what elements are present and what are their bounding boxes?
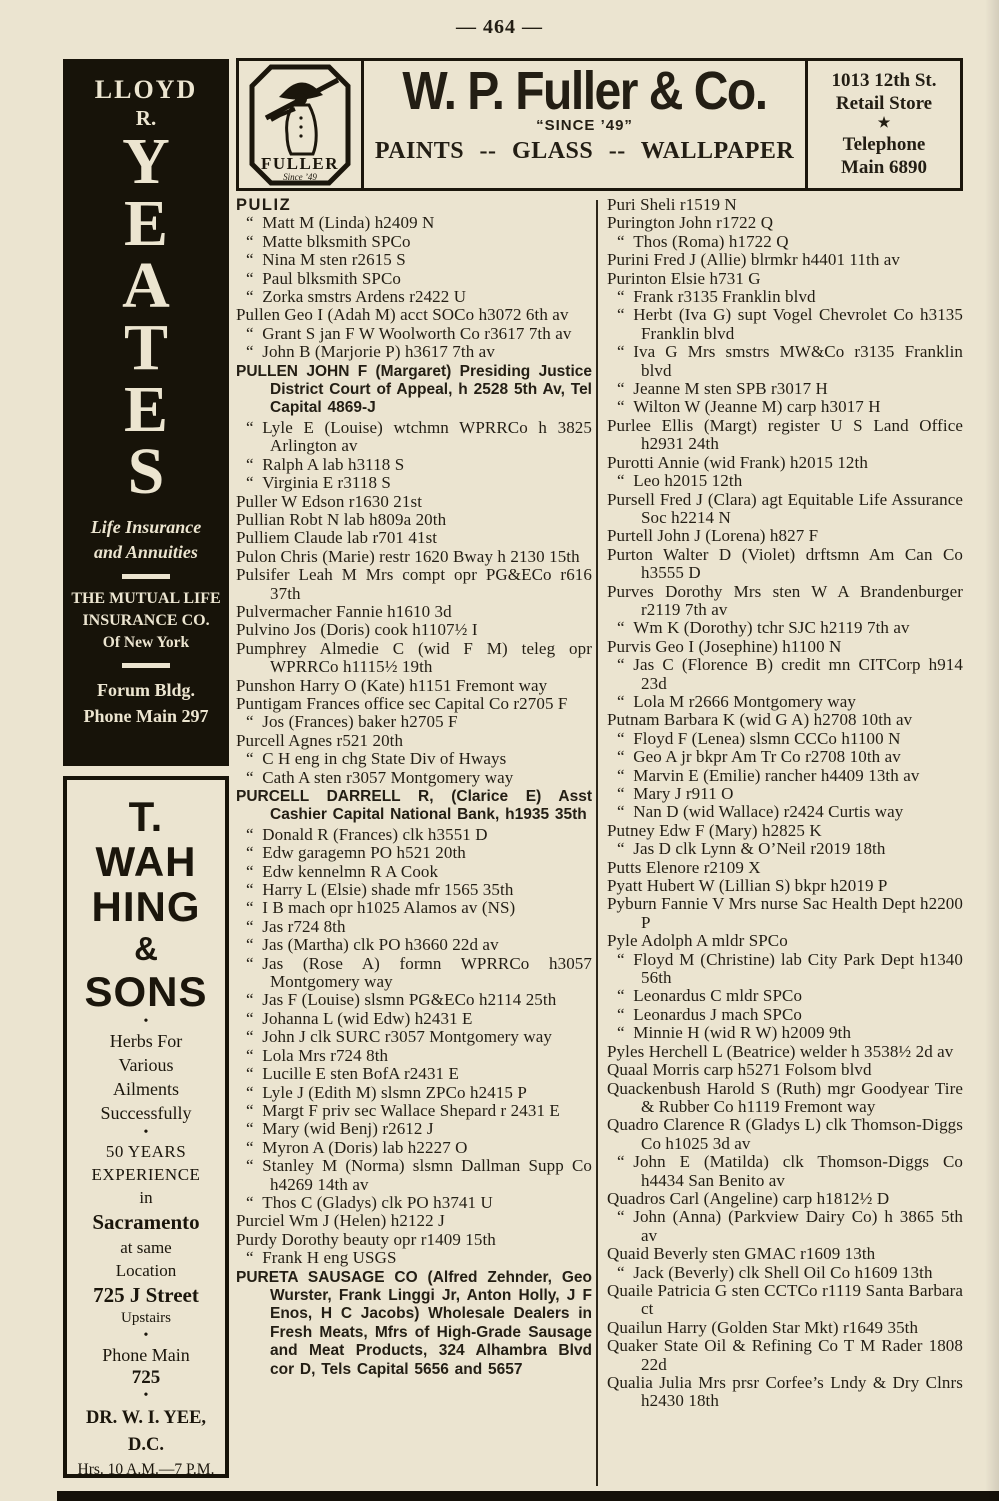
ad-line: Y [122,125,170,198]
directory-entry: “ Jeanne M sten SPB r3017 H [617,379,828,399]
ad-line: Telephone [842,134,926,155]
directory-entry: “ Geo A jr bkpr Am Tr Co r2708 10th av [617,747,901,767]
directory-entry: “ Jas F (Louise) slsmn PG&ECo h2114 25th [246,990,557,1010]
ad-line: 50 YEARS [105,1142,187,1161]
ad-line: EXPERIENCE [91,1165,201,1184]
ad-line: 1013 12th St. [831,70,937,91]
directory-entry: “ Iva G Mrs smstrs MW&Co r3135 Franklin blvd [617,342,963,380]
directory-entry: “ Wm K (Dorothy) tchr SJC h2119 7th av [617,618,910,638]
page-edge-shadow [985,0,999,1501]
ad-line [122,663,170,668]
ad-line: LLOYD [94,75,198,104]
ad-line: DR. W. I. YEE, D.C. [85,1408,207,1455]
directory-entry: Quaal Morris carp h5271 Folsom blvd [607,1060,872,1080]
ad-line: Retail Store [835,93,933,114]
ad-line: • [143,1328,149,1343]
ad-line: R. [135,106,157,130]
directory-entry: “ Jos (Frances) baker h2705 F [246,712,458,732]
directory-entry: Purotti Annie (wid Frank) h2015 12th [607,452,868,472]
directory-entry: Quaile Patricia G sten CCTCo r1119 Santa Barbara ct [607,1280,963,1319]
ad-line: INSURANCE CO. [82,612,210,629]
fuller-company-name: W. P. Fuller & Co. [402,62,767,122]
directory-entry: “ Leo h2015 12th [617,471,743,491]
ad-line: Sacramento [92,1210,200,1234]
directory-entry: PURCELL DARRELL R, (Clarice E) Asst Cashier Capital National Bank, h1935 35th [236,788,592,824]
directory-entry: “ Harry L (Elsie) shade mfr 1565 35th [246,880,514,900]
yeates-ad-details [63,515,229,729]
ad-line: WAH [95,838,197,885]
directory-entry: “ Johanna L (wid Edw) h2431 E [246,1008,473,1028]
ad-line: Various [118,1055,174,1075]
directory-entry: Purinton Elsie h731 G [607,268,761,288]
directory-entry: Punshon Harry O (Kate) h1151 Fremont way [236,675,548,695]
directory-entry: “ Margt F priv sec Wallace Shepard r 2431 E [246,1100,560,1120]
directory-entry: “ Mary J r911 O [617,784,734,803]
ad-line: and Annuities [94,542,198,562]
directory-entry: Putney Edw F (Mary) h2825 K [607,820,822,840]
directory-entry: Pullen Geo I (Adah M) acct SOCo h3072 6th av [236,305,569,325]
directory-entry: Quackenbush Harold S (Ruth) mgr Goodyear Tire & Rubber Co h1119 Fremont way [607,1078,963,1116]
directory-entry: “ Paul blksmith SPCo [246,268,402,288]
ad-line: Forum Bldg. [96,680,195,700]
ad-line: E [123,373,169,446]
directory-entry: “ Edw kennelmn R A Cook [246,861,439,881]
directory-entry: “ Nina M sten r2615 S [246,250,406,270]
ad-line: E [123,187,169,260]
directory-entry: “ Lyle J (Edith M) slsmn ZPCo h2415 P [246,1082,527,1102]
directory-entry: Purton Walter D (Violet) drftsmn Am Can Co h3555 D [607,544,963,583]
directory-entry: “ Minnie H (wid R W) h2009 9th [617,1023,852,1043]
yeates-vertical-letters [63,125,229,508]
ad-line: ★ [877,116,891,131]
directory-entry: “ Ralph A lab h3118 S [246,454,405,474]
fuller-logo-word: FULLER [261,153,339,173]
directory-entry: Purciel Wm J (Helen) h2122 J [236,1211,445,1231]
directory-entry: “ Lola Mrs r724 8th [246,1045,389,1065]
directory-entry: Purtell John J (Lorena) h827 F [607,526,819,546]
yeates-ad-header [63,75,229,131]
ad-line: Life Insurance [90,517,202,537]
directory-entry: Purdy Dorothy beauty opr r1409 15th [236,1229,496,1249]
directory-entry: “ Matt M (Linda) h2409 N [246,213,435,233]
directory-column-right [607,196,963,1411]
page-bottom-rule [57,1491,999,1501]
directory-entry: “ Jas (Rose A) formn WPRRCo h3057 Montgomery way [246,953,592,992]
directory-entry: “ Jas C (Florence B) credit mn CITCorp h914 23d [617,655,963,693]
directory-entry: “ Nan D (wid Wallace) r2424 Curtis way [617,802,904,822]
directory-entry: “ John J clk SURC r3057 Montgomery way [246,1027,553,1047]
directory-columns [236,196,963,1491]
ad-line: Main 6890 [840,157,928,178]
directory-entry: Putts Elenore r2109 X [607,857,761,877]
directory-entry: PULIZ [236,196,292,214]
yeates-ad [63,59,229,766]
directory-entry: Puri Sheli r1519 N [607,195,737,214]
directory-entry: PULLEN JOHN F (Margaret) Presiding Justice District Court of Appeal, h 2528 5th Av, Tel Capital 4869-J [236,362,592,417]
directory-entry: “ Mary (wid Benj) r2612 J [246,1119,434,1139]
directory-entry: “ Floyd F (Lenea) slsmn CCCo h1100 N [617,728,901,748]
directory-entry: Quadros Carl (Angeline) carp h1812½ D [607,1188,890,1208]
wah-hing-ad [63,776,229,1478]
directory-entry: Purvis Geo I (Josephine) h1100 N [607,636,842,656]
ad-line: Of New York [102,634,190,651]
ad-line: Upstairs [121,1310,171,1326]
directory-entry: Qualia Julia Mrs prsr Corfee’s Lndy & Dry Clnrs h2430 18th [607,1373,963,1411]
directory-entry: “ Virginia E r3118 S [246,473,391,493]
ad-line: Successfully [100,1103,192,1123]
directory-entry: “ Wilton W (Jeanne M) carp h3017 H [617,397,881,417]
ad-line: Herbs For [109,1031,183,1051]
directory-entry: “ Lola M r2666 Montgomery way [617,691,856,711]
fuller-logo-since: Since ’49 [283,171,317,182]
directory-entry: Quailun Harry (Golden Star Mkt) r1649 35th [607,1317,919,1337]
fuller-painter-logo-icon [249,64,351,186]
fuller-products-line: PAINTS -- GLASS -- WALLPAPER [374,138,795,164]
fuller-since-tagline: “SINCE ’49” [536,117,633,134]
ad-line: A [122,249,170,322]
ad-line: T [123,311,169,384]
directory-entry: Pyles Herchell L (Beatrice) welder h 3538½ 2d av [607,1041,954,1061]
ad-line: Phone Main 297 [83,706,209,726]
directory-entry: Pulvino Jos (Doris) cook h1107½ I [236,620,478,640]
directory-entry: “ Leonardus C mldr SPCo [617,986,803,1006]
directory-entry: Pulon Chris (Marie) restr 1620 Bway h 2130 15th [236,546,580,566]
ad-line: Ailments [113,1079,179,1099]
directory-entry: “ Lyle E (Louise) wtchmn WPRRCo h 3825 Arlington av [246,417,592,456]
directory-entry: “ Herbt (Iva G) supt Vogel Chevrolet Co h3135 Franklin blvd [617,305,963,343]
directory-entry: “ Myron A (Doris) lab h2227 O [246,1137,468,1157]
ad-line: at same [120,1238,172,1257]
directory-entry: “ Thos C (Gladys) clk PO h3741 U [246,1192,493,1212]
directory-column-left [236,196,592,1380]
directory-entry: Quaker State Oil & Refining Co T M Rader 1808 22d [607,1336,963,1374]
fuller-banner-contact [805,61,960,188]
directory-entry: Purcell Agnes r521 20th [236,730,404,750]
directory-entry: Purlee Ellis (Margt) register U S Land Office h2931 24th [607,415,963,454]
directory-entry: “ Jas D clk Lynn & O’Neil r2019 18th [617,839,886,859]
fuller-logo [239,61,364,188]
directory-entry: Pyle Adolph A mldr SPCo [607,931,788,951]
directory-entry: Pyburn Fannie V Mrs nurse Sac Health Dept h2200 P [607,894,963,932]
directory-entry: Pumphrey Almedie C (wid F M) teleg opr WPRRCo h1115½ 19th [236,638,592,677]
fuller-banner-center [364,61,805,188]
directory-entry: “ I B mach opr h1025 Alamos av (NS) [246,898,516,918]
directory-entry: “ Floyd M (Christine) lab City Park Dept h1340 56th [617,949,963,988]
directory-entry: Pullian Robt N lab h809a 20th [236,509,447,529]
ad-line: THE MUTUAL LIFE [71,590,221,607]
directory-entry: “ John E (Matilda) clk Thomson-Diggs Co h4434 San Benito av [617,1152,963,1190]
directory-entry: “ Donald R (Frances) clk h3551 D [246,824,488,844]
directory-entry: “ John (Anna) (Parkview Dairy Co) h 3865 5th av [617,1207,963,1245]
ad-line: • [143,1388,149,1403]
wah-hing-ad-lines [67,794,225,1480]
directory-entry: “ Stanley M (Norma) slsmn Dallman Supp Co h4269 14th av [246,1156,592,1194]
ad-line: Phone Main [102,1345,190,1365]
directory-entry: Pulliem Claude lab r701 41st [236,528,438,548]
directory-entry: Purini Fred J (Allie) blrmkr h4401 11th av [607,250,901,270]
directory-entry: Puntigam Frances office sec Capital Co r2705 F [236,693,568,713]
ad-line: Hrs. 10 A.M.—7 P.M. [77,1461,215,1478]
directory-entry: Purington John r1722 Q [607,213,774,233]
page-number: — 464 — [456,16,543,38]
directory-entry: Pulsifer Leah M Mrs compt opr PG&ECo r616 37th [236,565,592,603]
directory-entry: “ Frank r3135 Franklin blvd [617,287,816,307]
ad-line: Location [115,1261,177,1280]
column-divider-rule [596,200,598,1486]
ad-line: T. [128,793,164,840]
ad-line: • [143,1125,149,1140]
ad-line [122,574,170,579]
directory-entry: “ Grant S jan F W Woolworth Co r3617 7th av [246,323,572,343]
directory-entry: Pulvermacher Fannie h1610 3d [236,601,452,621]
directory-entry: Quadro Clarence R (Gladys L) clk Thomson-Diggs Co h1025 3d av [607,1115,963,1153]
directory-entry: “ Jas (Martha) clk PO h3660 22d av [246,935,499,955]
directory-entry: “ Leonardus J mach SPCo [617,1004,803,1024]
directory-entry: PURETA SAUSAGE CO (Alfred Zehnder, Geo Wurster, Frank Linggi Jr, Anton Holly, J F Enos, H C Jacobs) Wholesale Dealers in Fresh Meats, Mfrs of High-Grade Sausage and Meat Products, 324 Alhambra Blvd cor D, Tels Capital 5656 and 5657 [236,1268,592,1378]
ad-line: 725 J Street [93,1283,199,1307]
directory-entry: “ Jas r724 8th [246,916,346,936]
directory-entry: “ Lucille E sten BofA r2431 E [246,1064,459,1084]
ad-line: • [143,1014,149,1029]
directory-entry: “ Zorka smstrs Ardens r2422 U [246,287,467,307]
ad-line: & [134,930,158,967]
ad-line: SONS [84,968,208,1015]
directory-entry: “ Jack (Beverly) clk Shell Oil Co h1609 13th [617,1262,933,1282]
directory-entry: Puller W Edson r1630 21st [236,491,423,511]
directory-entry: Purves Dorothy Mrs sten W A Brandenburger r2119 7th av [607,581,963,619]
ad-line: S [127,435,165,508]
directory-entry: Quaid Beverly sten GMAC r1609 13th [607,1244,876,1264]
directory-entry: “ Matte blksmith SPCo [246,231,411,251]
directory-entry: “ Frank H eng USGS [246,1248,397,1268]
ad-line: HING [91,883,201,930]
directory-entry: “ John B (Marjorie P) h3617 7th av [246,342,495,362]
ad-line: 725 [131,1367,161,1388]
directory-entry: Putnam Barbara K (wid G A) h2708 10th av [607,710,913,730]
directory-entry: “ Edw garagemn PO h521 20th [246,843,466,863]
ad-line: in [139,1188,153,1207]
directory-entry: “ Cath A sten r3057 Montgomery way [246,767,514,787]
directory-entry: “ Thos (Roma) h1722 Q [617,231,789,251]
fuller-banner-ad [236,58,963,191]
directory-entry: “ Marvin E (Emilie) rancher h4409 13th av [617,765,920,785]
directory-entry: Pyatt Hubert W (Lillian S) bkpr h2019 P [607,876,888,896]
directory-entry: “ C H eng in chg State Div of Hways [246,749,507,769]
directory-entry: Pursell Fred J (Clara) agt Equitable Life Assurance Soc h2214 N [607,489,963,527]
